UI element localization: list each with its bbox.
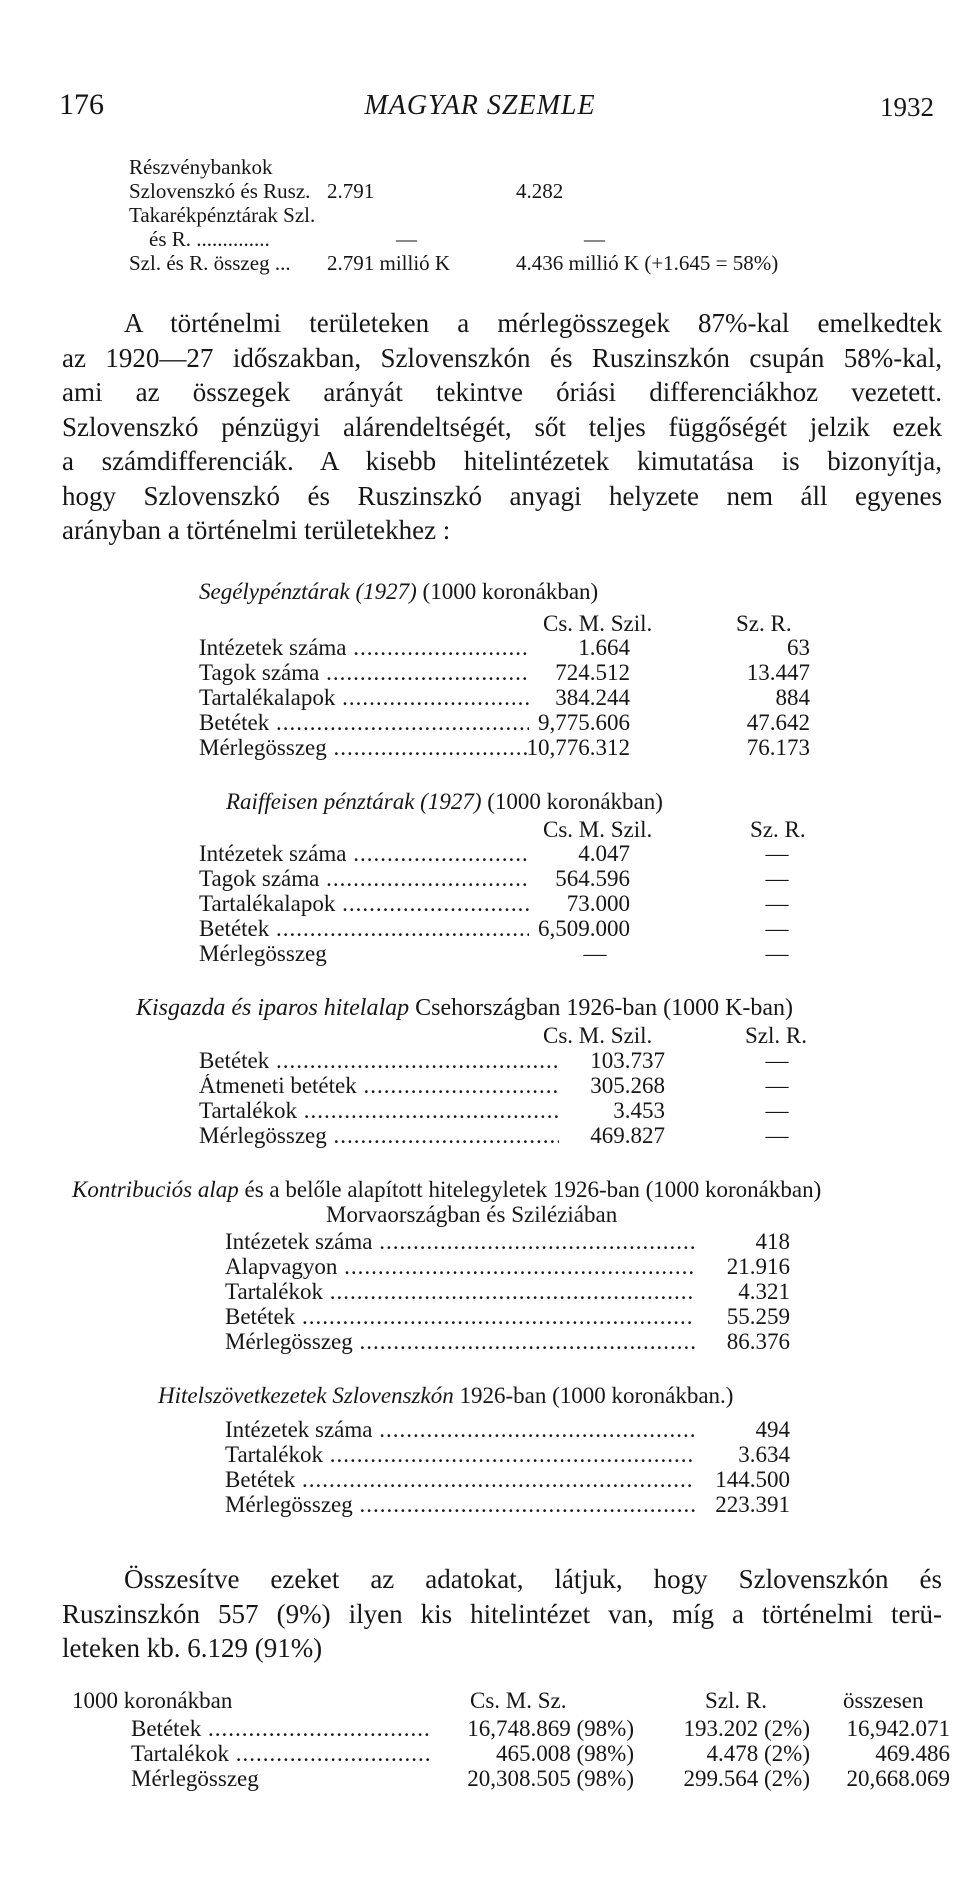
- table-cell: 20,308.505 (98%): [467, 1766, 634, 1791]
- column-header: összesen: [843, 1688, 924, 1713]
- table-row-label: Betétek .....: [199, 917, 529, 941]
- table-row-label: Tartalékok .....: [131, 1741, 431, 1767]
- table-cell: 223.391: [715, 1492, 790, 1517]
- table-row-label: Intézetek száma .....: [225, 1230, 695, 1254]
- running-head: MAGYAR SZEMLE: [364, 90, 596, 121]
- table-cell: 469.486: [875, 1741, 950, 1766]
- table-cell: 55.259: [726, 1304, 790, 1329]
- column-header: Cs. M. Szil.: [543, 1023, 653, 1048]
- table-row-label: Mérlegösszeg .....: [225, 1493, 695, 1517]
- table-cell: 6,509.000: [538, 916, 630, 941]
- table-unit: 1000 koronákban: [72, 1688, 233, 1713]
- table-row-label: Tartalékok .....: [225, 1443, 695, 1467]
- intro-row-label: és R. ..............: [149, 227, 270, 251]
- table-row-label: Mérlegösszeg .....: [225, 1330, 695, 1354]
- column-header: Cs. M. Szil.: [543, 817, 653, 842]
- table-cell: 103.737: [590, 1048, 665, 1073]
- table-row-label: Tartalékalapok .....: [199, 892, 529, 916]
- table-cell: 86.376: [726, 1329, 790, 1354]
- table-cell: 299.564 (2%): [683, 1766, 810, 1791]
- table-cell: —: [765, 1048, 789, 1073]
- table-cell: 418: [755, 1229, 790, 1254]
- intro-row-value: —: [396, 227, 417, 251]
- table-cell: —: [765, 1123, 789, 1148]
- table-title: [199, 580, 598, 604]
- paragraph-line: arányban a történelmi területekhez :: [62, 515, 451, 545]
- intro-row-value: 4.282: [516, 179, 564, 203]
- intro-heading: Részvénybankok: [129, 155, 273, 179]
- table-cell: —: [765, 916, 789, 941]
- table-cell: 494: [755, 1417, 790, 1442]
- table-cell: 305.268: [590, 1073, 665, 1098]
- column-header: Cs. M. Szil.: [543, 611, 653, 636]
- intro-row-label: Takarékpénztárak Szl.: [129, 203, 316, 227]
- table-row-label: Intézetek száma .....: [199, 636, 529, 660]
- table-cell: 469.827: [590, 1123, 665, 1148]
- table-cell: 4.047: [578, 841, 630, 866]
- paragraph-line: Ruszinszkón 557 (9%) ilyen kis hitelintézet van, míg a történelmi terü-: [62, 1598, 942, 1629]
- table-title: [72, 1178, 821, 1202]
- intro-row-value: 2.791 millió K: [327, 251, 451, 275]
- table-cell: 76.173: [746, 735, 810, 760]
- table-cell: 10,776.312: [526, 735, 630, 760]
- table-cell: —: [765, 841, 789, 866]
- table-cell: 724.512: [555, 660, 630, 685]
- table-title: [158, 1384, 733, 1408]
- table-cell: 20,668.069: [846, 1766, 950, 1791]
- table-title-unit: (1000 koronákban): [422, 579, 599, 604]
- table-cell: 4.478 (2%): [706, 1741, 810, 1766]
- column-header: Szl. R.: [745, 1023, 807, 1048]
- column-header: Cs. M. Sz.: [470, 1688, 567, 1713]
- table-title-italic: Raiffeisen pénztárak (1927): [226, 789, 482, 814]
- table-row-label: Mérlegösszeg .....: [199, 736, 529, 760]
- table-row-label: Tartalékok .....: [199, 1099, 559, 1123]
- table-cell: 13.447: [746, 660, 810, 685]
- paragraph-line: ami az összegek arányát tekintve óriási differenciákhoz vezetett.: [62, 377, 942, 407]
- table-title-italic: Segélypénztárak (1927): [199, 579, 417, 604]
- table-row-label: Intézetek száma .....: [199, 842, 529, 866]
- intro-row-label: Szl. és R. összeg ...: [129, 251, 291, 275]
- body-paragraph: [62, 1562, 942, 1666]
- table-cell: 63: [787, 635, 810, 660]
- table-cell: 9,775.606: [538, 710, 630, 735]
- table-cell: 1.664: [578, 635, 630, 660]
- paragraph-line: Összesítve ezeket az adatokat, látjuk, hogy Szlovenszkón és: [124, 1564, 942, 1594]
- table-cell: 47.642: [746, 710, 810, 735]
- table-row-label: Tagok száma .....: [199, 661, 529, 685]
- column-header: Sz. R.: [750, 817, 806, 842]
- paragraph-line: Szlovenszkó pénzügyi alárendeltségét, sőt teljes függőségét jelzik ezek: [62, 411, 942, 442]
- table-title: [226, 790, 663, 814]
- intro-row-label: Szlovenszkó és Rusz.: [129, 179, 311, 203]
- intro-row-value: —: [584, 227, 605, 251]
- column-header: Sz. R.: [736, 611, 792, 636]
- paragraph-line: leteken kb. 6.129 (91%): [62, 1633, 323, 1663]
- table-row-label: Betétek .....: [199, 711, 529, 735]
- table-row-label: Tartalékalapok .....: [199, 686, 529, 710]
- paragraph-line: az 1920—27 időszakban, Szlovenszkón és Ruszinszkón csupán 58%-kal,: [62, 342, 942, 373]
- table-row-label: Mérlegösszeg .....: [199, 1124, 559, 1148]
- table-cell: 21.916: [726, 1254, 790, 1279]
- table-cell: 4.321: [738, 1279, 790, 1304]
- table-cell: 73.000: [566, 891, 630, 916]
- page-year: 1932: [880, 92, 934, 122]
- table-title-italic: Kontribuciós alap: [72, 1177, 239, 1202]
- table-cell: 3.634: [738, 1442, 790, 1467]
- table-title-unit: és a belőle alapított hitelegyletek 1926-ban (1000 koronákban): [244, 1177, 822, 1202]
- table-row-label: Átmeneti betétek .....: [199, 1074, 559, 1098]
- table-cell: —: [765, 1073, 789, 1098]
- table-row-label: Mérlegösszeg: [131, 1766, 259, 1791]
- column-header: Szl. R.: [705, 1688, 767, 1713]
- table-cell: 3.453: [613, 1098, 665, 1123]
- intro-row-value: 4.436 millió K (+1.645 = 58%): [516, 251, 779, 275]
- table-row-label: Betétek .....: [199, 1049, 559, 1073]
- table-cell: —: [765, 866, 789, 891]
- table-row-label: Mérlegösszeg: [199, 941, 327, 966]
- table-row-label: Tartalékok .....: [225, 1280, 695, 1304]
- body-paragraph: [62, 306, 942, 548]
- table-title-italic: Hitelszövetkezetek Szlovenszkón: [158, 1383, 454, 1408]
- table-row-label: Betétek .....: [225, 1468, 695, 1492]
- intro-row-value: 2.791: [327, 179, 375, 203]
- paragraph-line: A történelmi területeken a mérlegösszegek 87%-kal emelkedtek: [124, 308, 942, 338]
- table-row-label: Intézetek száma .....: [225, 1418, 695, 1442]
- table-title: [136, 996, 793, 1020]
- table-title-unit: Csehországban 1926-ban (1000 K-ban): [415, 995, 794, 1021]
- table-subtitle: Morvaországban és Sziléziában: [326, 1202, 618, 1227]
- table-cell: —: [583, 941, 607, 966]
- table-cell: —: [765, 941, 789, 966]
- paragraph-line: hogy Szlovenszkó és Ruszinszkó anyagi helyzete nem áll egyenes: [62, 480, 942, 511]
- table-row-label: Alapvagyon .....: [225, 1255, 695, 1279]
- page-number: 176: [59, 88, 104, 121]
- table-title-unit: (1000 koronákban): [487, 789, 663, 814]
- table-cell: 16,942.071: [846, 1716, 950, 1741]
- table-title-unit: 1926-ban (1000 koronákban.): [459, 1383, 734, 1408]
- table-cell: 16,748.869 (98%): [467, 1716, 634, 1741]
- table-cell: 144.500: [715, 1467, 790, 1492]
- table-cell: —: [765, 891, 789, 916]
- table-cell: 193.202 (2%): [683, 1716, 810, 1741]
- table-row-label: Betétek .....: [131, 1716, 431, 1742]
- table-cell: 384.244: [555, 685, 630, 710]
- table-row-label: Tagok száma .....: [199, 867, 529, 891]
- table-cell: 465.008 (98%): [496, 1741, 634, 1766]
- table-row-label: Betétek .....: [225, 1305, 695, 1329]
- table-title-italic: Kisgazda és iparos hitelalap: [136, 995, 410, 1021]
- table-cell: 884: [775, 685, 810, 710]
- table-cell: —: [765, 1098, 789, 1123]
- table-cell: 564.596: [555, 866, 630, 891]
- paragraph-line: a számdifferenciák. A kisebb hitelintézetek kimutatása is bizonyítja,: [62, 446, 942, 476]
